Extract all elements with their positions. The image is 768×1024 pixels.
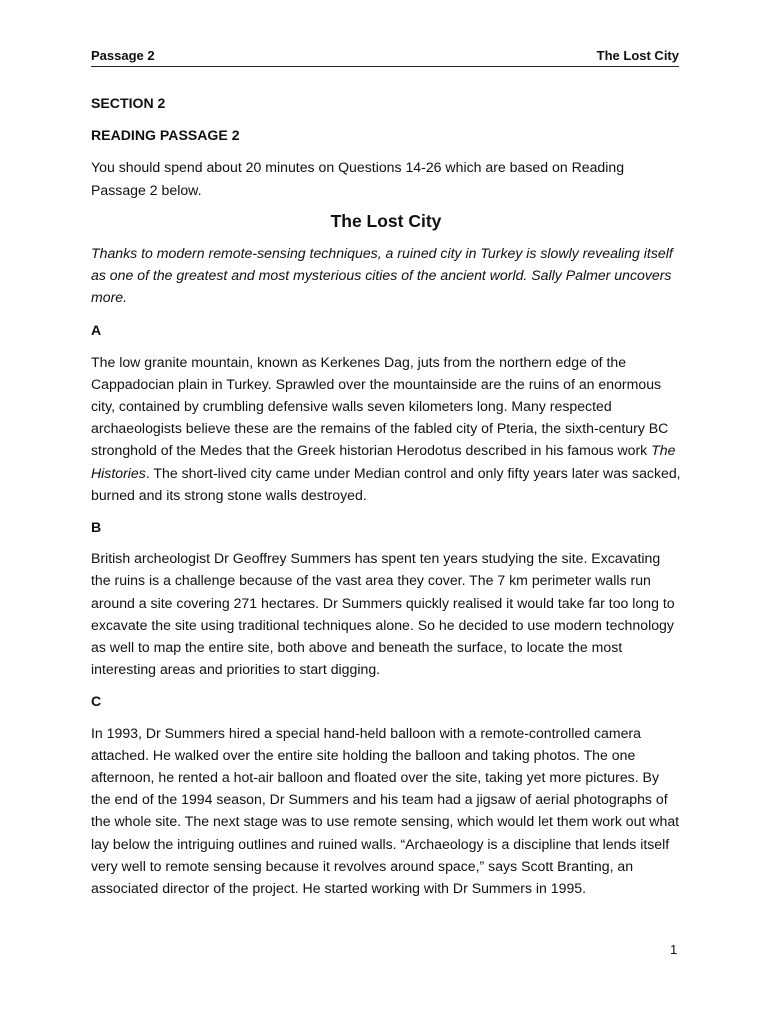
paragraph-letter-a: A	[91, 322, 102, 339]
page-number: 1	[670, 942, 678, 957]
paragraph-a	[91, 351, 681, 506]
paragraph-a-text-2: . The short-lived city came under Median control and only fifty years later was sacked, burned and its strong stone walls destroyed.	[91, 464, 681, 503]
header-passage-label: Passage 2	[91, 48, 155, 63]
paragraph-letter-c: C	[91, 693, 102, 710]
paragraph-c: In 1993, Dr Summers hired a special hand-held balloon with a remote-controlled camera attached. He walked over the entire site holding the balloon and taking photos. The one afternoon, he rented a hot-air balloon and floated over the site, taking yet more pictures. By the end of the 1994 season, Dr Summers and his team had a jigsaw of aerial photographs of the whole site. The next stage was to use remote sensing, which would let them work out what lay below the intriguing outlines and ruined walls. “Archaeology is a discipline that lends itself very well to remote sensing because it revolves around space,” says Scott Branting, an associated director of the project. He started working with Dr Summers in 1995.	[91, 724, 680, 897]
document-body	[91, 92, 681, 909]
instructions-text: You should spend about 20 minutes on Questions 14-26 which are based on Reading Passage 2 below.	[91, 159, 625, 198]
page-header	[91, 46, 679, 67]
paragraph-a-text-1: The low granite mountain, known as Kerkenes Dag, juts from the northern edge of the Cappadocian plain in Turkey. Sprawled over the mountainside are the ruins of an enormous city, contained by crumbling defensive walls seven kilometers long. Many respected archaeologists believe these are the remains of the fabled city of Pteria, the sixth-century BC stronghold of the Medes that the Greek historian Herodotus described in his famous work	[91, 353, 669, 459]
book-title-italic: The Histories	[91, 442, 676, 481]
lead-paragraph: Thanks to modern remote-sensing techniques, a ruined city in Turkey is slowly revealing itself as one of the greatest and most mysterious cities of the ancient world. Sally Palmer uncovers more.	[91, 244, 673, 306]
paragraph-letter-b: B	[91, 519, 102, 536]
header-title: The Lost City	[596, 48, 679, 63]
section-label: SECTION 2	[91, 95, 166, 111]
paragraph-b: British archeologist Dr Geoffrey Summers has spent ten years studying the site. Excavating the ruins is a challenge because of the vast area they cover. The 7 km perimeter walls run around a site covering 271 hectares. Dr Summers quickly realised it would take far too long to excavate the site using traditional techniques alone. So he decided to use modern technology as well to map the entire site, both above and beneath the surface, to locate the most interesting areas and priorities to start digging.	[91, 550, 675, 678]
passage-label: READING PASSAGE 2	[91, 127, 240, 144]
passage-title: The Lost City	[330, 210, 442, 231]
